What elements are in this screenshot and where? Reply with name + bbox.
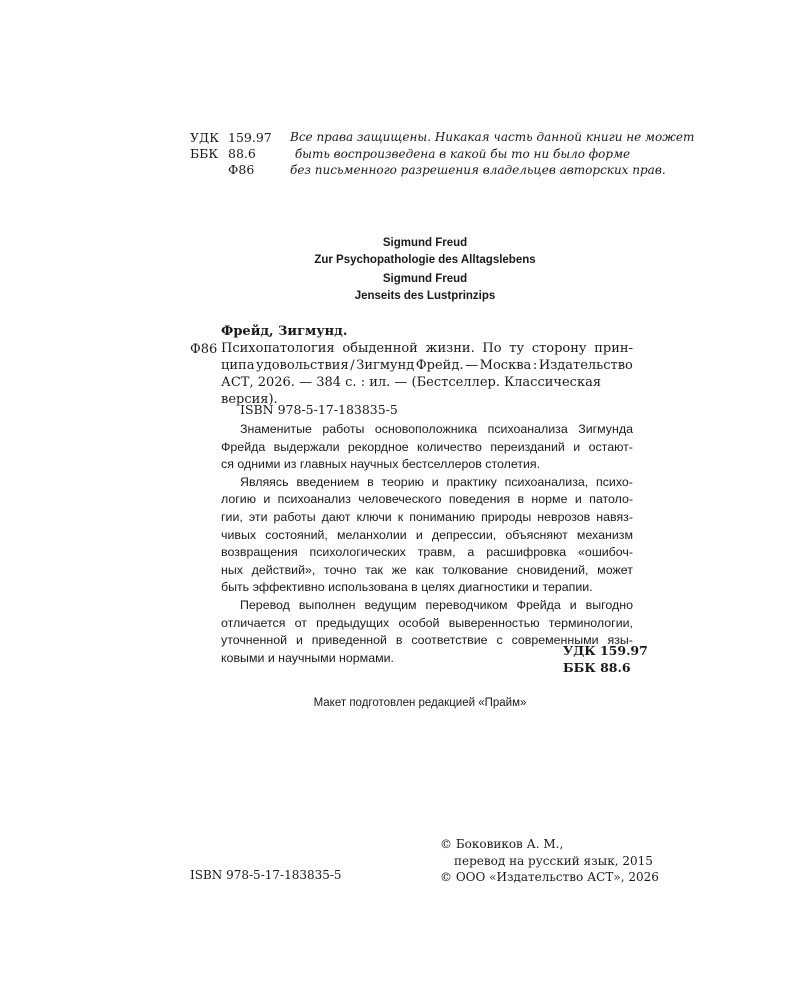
record-isbn: ISBN 978-5-17-183835-5 [240,402,398,417]
author-mark: Ф86 [228,162,255,177]
annotation-line: ся одними из главных научных бестселлеров столетия. [221,457,541,472]
annotation-line: быть эффективно использована в целях диагностики и терапии. [221,580,593,595]
udk-label: УДК [190,130,219,145]
udk-bottom: УДК 159.97 [563,643,648,658]
classification-bottom [563,642,648,676]
annotation-line: Перевод выполнен ведущим переводчиком Фрейда и выгодно [240,597,633,612]
bbk-label: ББК [190,146,219,161]
rights-line: без письменного разрешения владельцев авторских прав. [290,163,666,177]
copyright-line-2: перевод на русский язык, 2015 [454,853,653,868]
classification-codes [190,130,272,178]
udk-value: 159.97 [228,130,272,145]
record-author: Фрейд, Зигмунд. [221,324,348,339]
annotation-line: ных действий», точно так же как толкование сновидений, может [221,562,633,577]
annotation-line: Являясь введением в теорию и практику психоанализа, психо- [240,474,633,489]
rights-notice [290,129,695,179]
annotation-line: чивых состояний, меланхолии и депрессии, объясняют механизм [221,527,633,542]
original-author-2: Sigmund Freud [382,273,468,285]
annotation-line: ковыми и научными нормами. [221,650,394,665]
annotation-line: Фрейда выдержали рекордное количество переизданий и остают- [221,439,633,454]
original-title-2: Jenseits des Lustprinzips [354,290,496,302]
annotation [221,421,633,667]
bibliographic-record [221,340,633,408]
annotation-line: Знаменитые работы основоположника психоанализа Зигмунда [240,422,633,436]
isbn-bottom: ISBN 978-5-17-183835-5 [190,868,342,882]
bbk-value: 88.6 [228,146,256,161]
annotation-line: возвращения психологических травм, а расшифровка «ошибоч- [221,545,633,560]
annotation-line: гии, эти работы дают ключи к пониманию природы неврозов навяз- [221,509,633,524]
copyright [440,836,659,886]
copyright-line-3: © ООО «Издательство АСТ», 2026 [440,870,659,884]
record-line-1: Психопатология обыденной жизни. По ту сторону прин- [221,341,633,356]
original-title-1: Zur Psychopathologie des Alltagslebens [314,254,536,266]
annotation-line: логию и психоанализ человеческого поведения в норме и патоло- [221,492,633,507]
rights-line: быть воспроизведена в какой бы то ни было форме [294,146,631,161]
annotation-line: уточненной и приведенной в соответствие с современными язы- [221,633,633,648]
copyright-line-1: © Боковиков А. М., [440,837,564,851]
record-line-3: АСТ, 2026. — 384 с. : ил. — (Бестселлер. Классическая версия). [221,375,602,407]
record-line-2: ципа удовольствия / Зигмунд Фрейд. — Москва : Издательство [221,358,633,373]
bbk-bottom: ББК 88.6 [563,660,631,675]
rights-line: Все права защищены. Никакая часть данной книги не может [290,130,695,144]
original-author-1: Sigmund Freud [382,237,468,249]
record-code: Ф86 [190,342,218,357]
original-titles [250,235,600,305]
annotation-line: отличается от предыдущих особой выверенностью терминологии, [221,615,633,630]
prepared-by: Макет подготовлен редакцией «Прайм» [313,697,527,709]
